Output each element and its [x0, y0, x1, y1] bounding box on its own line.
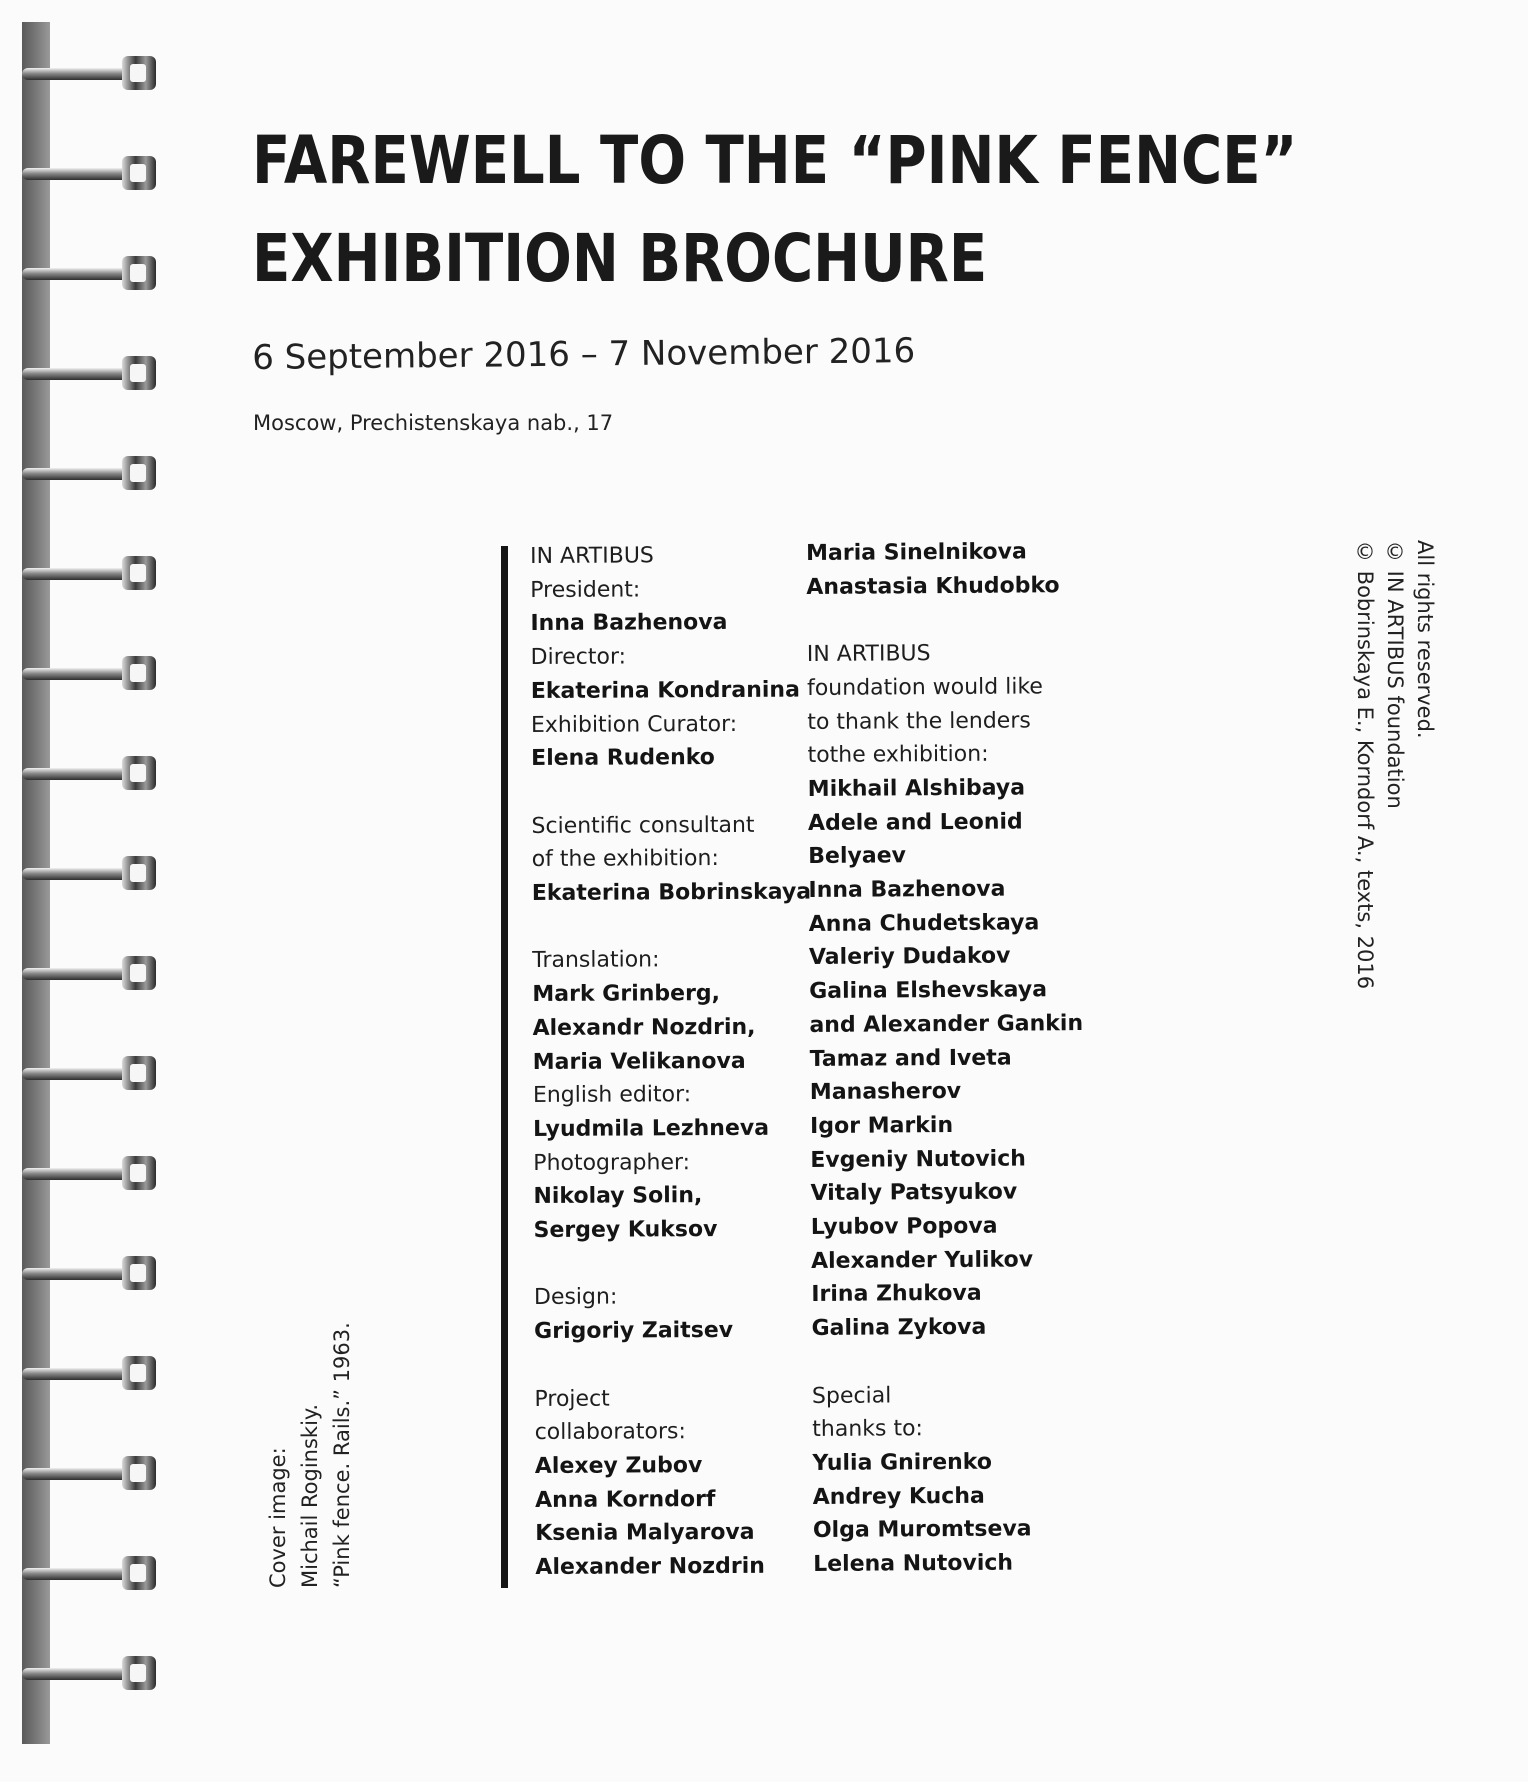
director-label: Director:	[530, 644, 627, 671]
curator-name: Elena Rudenko	[531, 745, 715, 772]
binding-ring	[22, 256, 154, 290]
thanks-intro-line: IN ARTIBUS	[806, 641, 931, 668]
translation-label: Translation:	[532, 947, 660, 974]
editor-name: Lyudmila Lezhneva	[533, 1115, 770, 1142]
lender-name: Vitaly Patsyukov	[810, 1179, 1018, 1207]
special-label-2: thanks to:	[812, 1416, 924, 1443]
exhibition-location: Moscow, Prechistenskaya nab., 17	[253, 411, 614, 435]
cover-credit	[262, 1322, 358, 1588]
translator-name: Mark Grinberg,	[532, 981, 721, 1008]
staff-name: Anastasia Khudobko	[806, 572, 1060, 600]
lender-name: Adele and Leonid	[807, 809, 1023, 836]
binding-ring	[22, 1356, 154, 1390]
binding-ring	[22, 356, 154, 390]
lender-name: Valeriy Dudakov	[808, 944, 1011, 971]
lender-name: Galina Elshevskaya	[809, 977, 1048, 1005]
designer-name: Grigoriy Zaitsev	[534, 1318, 734, 1345]
photographer-label: Photographer:	[533, 1149, 691, 1176]
thanks-intro-line: to thank the lenders	[807, 707, 1031, 735]
binding-ring	[22, 756, 154, 790]
binding-ring	[22, 1556, 154, 1590]
title-line-1: FAREWELL TO THE “PINK FENCE”	[252, 122, 1298, 199]
photographer-name: Sergey Kuksov	[533, 1217, 718, 1244]
lender-name: Galina Zykova	[811, 1314, 987, 1342]
lender-name: Belyaev	[808, 843, 907, 870]
collaborator-name: Ksenia Malyarova	[535, 1520, 755, 1547]
credits-left-column	[530, 539, 815, 1585]
lender-name: and Alexander Gankin	[809, 1010, 1084, 1038]
lender-name: Tamaz and Iveta	[809, 1045, 1012, 1072]
special-thanks-name: Yulia Gnirenko	[812, 1449, 992, 1476]
column-divider	[501, 546, 508, 1588]
lender-name: Lyubov Popova	[810, 1213, 998, 1241]
editor-label: English editor:	[532, 1082, 692, 1109]
binding-ring	[22, 56, 154, 90]
thanks-intro-line: foundation would like	[806, 674, 1043, 701]
cover-line: “Pink fence. Rails.” 1963.	[330, 1322, 354, 1588]
lender-name: Igor Markin	[810, 1112, 954, 1139]
special-thanks-name: Olga Muromtseva	[812, 1516, 1032, 1544]
curator-label: Exhibition Curator:	[530, 711, 738, 738]
design-label: Design:	[533, 1284, 618, 1311]
rights-line: © IN ARTIBUS foundation	[1383, 540, 1407, 809]
exhibition-dates: 6 September 2016 – 7 November 2016	[252, 331, 916, 378]
lender-name: Alexander Yulikov	[810, 1247, 1034, 1274]
lender-name: Manasherov	[809, 1079, 962, 1106]
rights-line: © Bobrinskaya E., Korndorf A., texts, 2016	[1353, 540, 1377, 990]
binding-ring	[22, 156, 154, 190]
lender-name: Irina Zhukova	[811, 1281, 982, 1308]
binding-ring	[22, 556, 154, 590]
cover-line: Michail Roginskiy.	[298, 1403, 322, 1588]
special-label-1: Special	[811, 1382, 892, 1409]
binding-ring	[22, 656, 154, 690]
consultant-name: Ekaterina Bobrinskaya	[531, 879, 812, 907]
binding-ring	[22, 956, 154, 990]
rights-notice	[1350, 540, 1440, 989]
title-line-2: EXHIBITION BROCHURE	[252, 220, 988, 297]
binding-ring	[22, 856, 154, 890]
photographer-name: Nikolay Solin,	[533, 1183, 703, 1210]
collaborators-label-1: Project	[534, 1386, 610, 1412]
collaborator-name: Alexey Zubov	[534, 1453, 703, 1479]
cover-line: Cover image:	[266, 1447, 290, 1588]
director-name: Ekaterina Kondranina	[530, 677, 800, 704]
translator-name: Maria Velikanova	[532, 1048, 746, 1075]
org-name: IN ARTIBUS	[530, 543, 654, 569]
president-label: President:	[530, 577, 641, 603]
lender-name: Mikhail Alshibaya	[807, 775, 1026, 802]
binding-ring	[22, 1056, 154, 1090]
lender-name: Inna Bazhenova	[808, 876, 1006, 904]
lender-name: Anna Chudetskaya	[808, 910, 1040, 937]
collaborators-label-2: collaborators:	[534, 1419, 686, 1446]
collaborator-name: Alexander Nozdrin	[535, 1553, 765, 1581]
staff-name: Maria Sinelnikova	[806, 539, 1027, 566]
special-thanks-name: Lelena Nutovich	[813, 1550, 1014, 1578]
credits-right-column	[806, 535, 1087, 1582]
page-title	[252, 112, 1297, 308]
binding-ring	[22, 1156, 154, 1190]
president-name: Inna Bazhenova	[530, 610, 728, 637]
binding-ring	[22, 1456, 154, 1490]
binding-ring	[22, 456, 154, 490]
binding-ring	[22, 1256, 154, 1290]
lender-name: Evgeniy Nutovich	[810, 1146, 1026, 1173]
rights-line: All rights reserved.	[1413, 540, 1437, 739]
translator-name: Alexandr Nozdrin,	[532, 1014, 756, 1041]
collaborator-name: Anna Korndorf	[534, 1486, 716, 1513]
special-thanks-name: Andrey Kucha	[812, 1483, 985, 1510]
binding-ring	[22, 1656, 154, 1690]
consultant-label-1: Scientific consultant	[531, 812, 755, 839]
thanks-intro-line: tothe exhibition:	[807, 741, 989, 769]
consultant-label-2: of the exhibition:	[531, 846, 719, 873]
